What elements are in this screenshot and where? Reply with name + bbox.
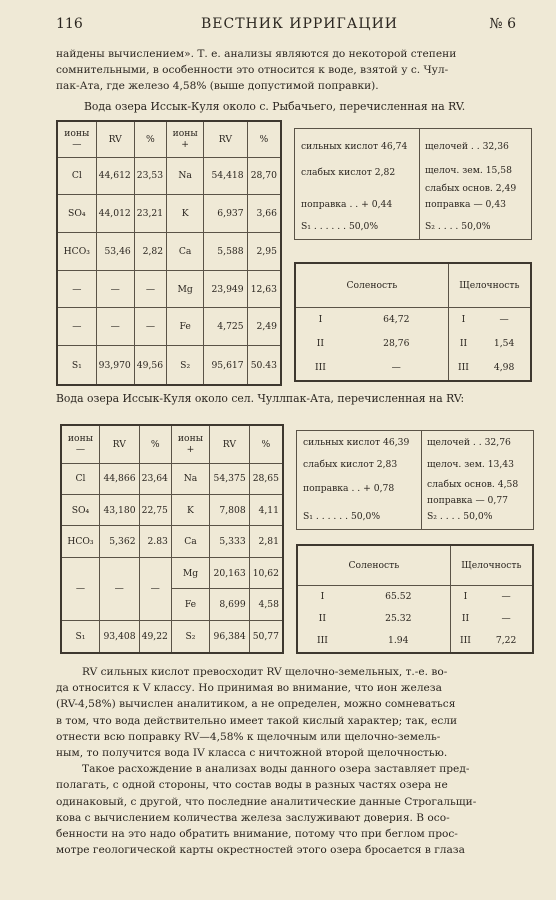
column-divider (419, 129, 420, 239)
anion: S₁ (57, 346, 96, 385)
cell: 4,11 (249, 494, 283, 525)
weak-bases: слабых основ. 4,58 (427, 479, 519, 490)
table-header-row (61, 425, 283, 463)
cation: Ca (171, 526, 209, 557)
cell: — (345, 355, 448, 381)
table-row (57, 195, 281, 233)
table-row (295, 307, 531, 332)
cell: — (96, 308, 134, 346)
table-header-row (297, 545, 533, 585)
acid-alkali-box-chulpak-ata (296, 430, 534, 530)
cell: 54,418 (204, 157, 247, 195)
cell: 7,22 (495, 635, 517, 647)
col-alkalinity: Щелочность (448, 263, 531, 307)
ions-table-rybachye (56, 120, 282, 386)
cation: K (171, 494, 209, 525)
col-percent: % (249, 425, 283, 463)
text-line: полагать, с одной стороны, что состав воды в разных частях озера не (56, 779, 448, 792)
journal-title: ВЕСТНИК ИРРИГАЦИИ (201, 16, 399, 32)
cell: III (314, 362, 326, 374)
cell: 93,408 (99, 620, 139, 653)
table-row (61, 557, 283, 588)
col-rv: RV (99, 425, 139, 463)
cell: 2,49 (247, 308, 281, 346)
anion: SO₄ (57, 195, 96, 233)
cell: 2,81 (249, 526, 283, 557)
cell: 5,588 (204, 232, 247, 270)
col-rv: RV (210, 425, 250, 463)
text-line: найдены вычислением». Т. е. анализы являются до некоторой степени (56, 48, 457, 60)
text-line: (RV-4,58%) вычислен аналитиком, а не определен, можно сомневаться (56, 698, 456, 711)
cell: II (461, 613, 470, 625)
correction-left: поправка . . + 0,44 (301, 199, 393, 210)
table-row (61, 526, 283, 557)
cell: 23,21 (134, 195, 166, 233)
text-line: бенности на это надо обратить внимание, потому что при беглом прос- (56, 828, 458, 841)
table-row (61, 494, 283, 525)
weak-acids: слабых кислот 2,82 (301, 167, 396, 178)
strong-acids: сильных кислот 46,74 (301, 141, 408, 152)
col-cations: ионы + (171, 425, 209, 463)
cell: 6,937 (204, 195, 247, 233)
cell: 1.94 (347, 629, 450, 653)
acid-alkali-box-rybachye (294, 128, 532, 240)
cation: Ca (167, 232, 204, 270)
correction-left: поправка . . + 0,78 (303, 483, 395, 494)
cell: 93,970 (96, 346, 134, 385)
cell: 44,012 (96, 195, 134, 233)
cell: 23,53 (134, 157, 166, 195)
cation: S₂ (167, 346, 204, 385)
correction-right: поправка — 0,43 (425, 199, 507, 210)
col-percent: % (247, 121, 281, 157)
cell: 25.32 (347, 608, 450, 630)
cell: 3,66 (247, 195, 281, 233)
text-line: кова с вычислением количества железа заслуживают доверия. В осо- (56, 811, 450, 824)
cell: 64,72 (345, 307, 448, 332)
cell: II (318, 613, 327, 625)
cell: 50.43 (247, 346, 281, 385)
cell: 44,866 (99, 463, 139, 494)
cation: Fe (171, 589, 209, 620)
cell: — (139, 557, 171, 620)
strong-acids: сильных кислот 46,39 (303, 437, 410, 448)
sum-s2: S₂ . . . . 50,0% (427, 511, 493, 522)
cell: 4,58 (249, 589, 283, 620)
cell: 65.52 (347, 585, 450, 608)
alkaline-earth: щелоч. зем. 15,58 (425, 165, 512, 176)
col-alkalinity: Щелочность (450, 545, 533, 585)
cell: III (460, 635, 471, 647)
cell: I (461, 314, 466, 326)
col-anions: ионы — (61, 425, 99, 463)
sum-s2: S₂ . . . . 50,0% (425, 221, 491, 232)
text-line: RV сильных кислот превосходит RV щелочно-земельных, т.-е. во- (82, 666, 448, 678)
body-text (56, 664, 534, 858)
issue-number: № 6 (489, 16, 516, 32)
cell: 1,54 (493, 338, 515, 350)
table-row (57, 157, 281, 195)
cell: 2,95 (247, 232, 281, 270)
table-row (57, 270, 281, 308)
cell: 2,82 (134, 232, 166, 270)
anion: Cl (57, 157, 96, 195)
cell: — (96, 270, 134, 308)
cell: 10,62 (249, 557, 283, 588)
anion: S₁ (61, 620, 99, 653)
weak-bases: слабых основ. 2,49 (425, 183, 517, 194)
col-cations: ионы + (167, 121, 204, 157)
text-line: в том, что вода действительно имеет такой кислый характер; так, если (56, 714, 458, 727)
cell: I (463, 591, 468, 603)
text-line: одинаковый, с другой, что последние аналитические данные Строгальщи- (56, 795, 477, 808)
cell: 43,180 (99, 494, 139, 525)
cell: 28,70 (247, 157, 281, 195)
anion: — (57, 270, 96, 308)
ions-table-chulpak-ata (60, 424, 284, 654)
cation: K (167, 195, 204, 233)
cation: S₂ (171, 620, 209, 653)
cell: 96,384 (210, 620, 250, 653)
cell: II (316, 338, 325, 350)
cell: 4,98 (493, 362, 515, 374)
correction-right: поправка — 0,77 (427, 495, 509, 506)
cell: 12,63 (247, 270, 281, 308)
cation: Mg (171, 557, 209, 588)
cell: — (134, 308, 166, 346)
cation: Mg (167, 270, 204, 308)
cell: 20,163 (210, 557, 250, 588)
table-row (295, 332, 531, 356)
page-number: 116 (56, 16, 83, 32)
table-row (297, 629, 533, 653)
anion: Cl (61, 463, 99, 494)
col-percent: % (134, 121, 166, 157)
cation: Na (171, 463, 209, 494)
caption-chulpak-ata: Вода озера Иссык-Куля около сел. Чуллпак-Ата, перечисленная на RV: (56, 392, 465, 405)
anion: HCO₃ (57, 232, 96, 270)
cell: 44,612 (96, 157, 134, 195)
cell: — (499, 314, 509, 326)
cell: I (320, 591, 325, 603)
column-divider (421, 431, 422, 529)
table-row (297, 608, 533, 630)
text-line: да относится к V классу. Но принимая во внимание, что ион железа (56, 682, 442, 695)
text-line: Такое расхождение в анализах воды данного озера заставляет пред- (82, 763, 470, 776)
cell: 8,699 (210, 589, 250, 620)
cell: III (316, 635, 328, 647)
cell: 54,375 (210, 463, 250, 494)
table-row (57, 232, 281, 270)
alkalis: щелочей . . 32,36 (425, 141, 509, 152)
cell: 5,333 (210, 526, 250, 557)
cell: 28,65 (249, 463, 283, 494)
table-row (295, 355, 531, 381)
cell: 49,22 (139, 620, 171, 653)
anion: SO₄ (61, 494, 99, 525)
anion: — (57, 308, 96, 346)
table-row (61, 463, 283, 494)
table-row-sum (57, 346, 281, 385)
salinity-alkalinity-rybachye (294, 262, 532, 382)
table-header-row (295, 263, 531, 307)
table-header-row (57, 121, 281, 157)
col-rv: RV (204, 121, 247, 157)
salinity-alkalinity-chulpak-ata (296, 544, 534, 654)
cation: Na (167, 157, 204, 195)
alkalis: щелочей . . 32,76 (427, 437, 511, 448)
cell: I (318, 314, 323, 326)
cell: 2.83 (139, 526, 171, 557)
cell: 23,949 (204, 270, 247, 308)
cell: 28,76 (345, 332, 448, 356)
text-line: мотре геологической карты окрестностей этого озера бросается в глаза (56, 844, 465, 857)
caption-rybachye: Вода озера Иссык-Куля около с. Рыбачьего, перечисленная на RV. (84, 100, 466, 113)
cell: — (501, 613, 511, 625)
cell: — (501, 591, 511, 603)
cell: 4,725 (204, 308, 247, 346)
running-header (56, 14, 516, 36)
cell: 49,56 (134, 346, 166, 385)
col-salinity: Соленость (297, 545, 450, 585)
sum-s1: S₁ . . . . . . 50,0% (303, 511, 381, 522)
cell: 53,46 (96, 232, 134, 270)
cation: Fe (167, 308, 204, 346)
alkaline-earth: щелоч. зем. 13,43 (427, 459, 514, 470)
cell: — (134, 270, 166, 308)
cell: — (99, 557, 139, 620)
anion: HCO₃ (61, 526, 99, 557)
cell: 7,808 (210, 494, 250, 525)
text-line: отнести всю поправку RV—4,58% к щелочным или щелочно-земель- (56, 730, 441, 743)
cell: 22,75 (139, 494, 171, 525)
intro-paragraph (56, 46, 530, 94)
col-percent: % (139, 425, 171, 463)
text-line: ным, то получится вода IV класса с ничтожной второй щелочностью. (56, 747, 448, 760)
col-rv: RV (96, 121, 134, 157)
weak-acids: слабых кислот 2,83 (303, 459, 398, 470)
text-line: пак-Ата, где железо 4,58% (выше допустимой поправки). (56, 80, 379, 92)
table-row (57, 308, 281, 346)
cell: III (458, 362, 469, 374)
col-salinity: Соленость (295, 263, 448, 307)
cell: II (459, 338, 468, 350)
text-line: сомнительными, в особенности это относится к воде, взятой у с. Чул- (56, 64, 449, 76)
col-anions: ионы — (57, 121, 96, 157)
sum-s1: S₁ . . . . . . 50,0% (301, 221, 379, 232)
anion: — (61, 557, 99, 620)
cell: 50,77 (249, 620, 283, 653)
cell: 5,362 (99, 526, 139, 557)
cell: 95,617 (204, 346, 247, 385)
table-row (297, 585, 533, 608)
cell: 23,64 (139, 463, 171, 494)
table-row-sum (61, 620, 283, 653)
